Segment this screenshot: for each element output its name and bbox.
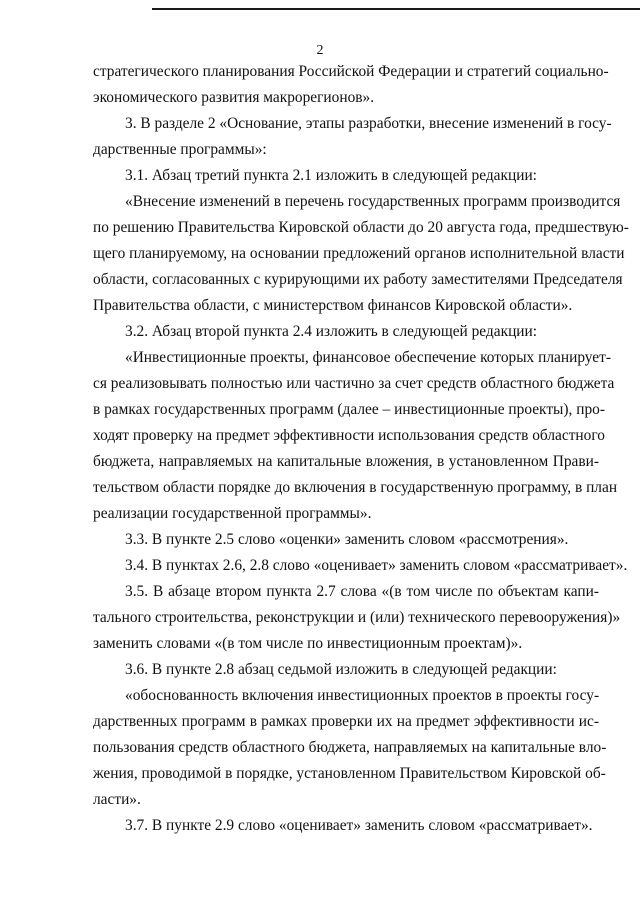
- text-line-05: 3.1. Абзац третий пункта 2.1 изложить в следующей редакции:: [125, 167, 537, 184]
- text-line-11: 3.2. Абзац второй пункта 2.4 изложить в следующей редакции:: [125, 323, 538, 340]
- top-rule: [152, 8, 640, 10]
- text-line-29: ласти».: [93, 791, 141, 808]
- text-line-14: в рамках государственных программ (далее – инвестиционные проекты), про-: [93, 401, 605, 418]
- text-line-07: по решению Правительства Кировской области до 20 августа года, предшествую-: [93, 219, 629, 236]
- text-line-15: ходят проверку на предмет эффективности использования средств областного: [93, 427, 605, 444]
- text-line-08: щего планируемому, на основании предложений органов исполнительной власти: [93, 245, 625, 262]
- text-line-30: 3.7. В пункте 2.9 слово «оценивает» заменить словом «рассматривает».: [125, 817, 593, 834]
- text-line-25: «обоснованность включения инвестиционных проектов в проекты госу-: [125, 687, 600, 704]
- text-line-28: жения, проводимой в порядке, установленном Правительством Кировской об-: [93, 765, 606, 782]
- text-line-03: 3. В разделе 2 «Основание, этапы разработки, внесение изменений в госу-: [125, 115, 612, 132]
- text-line-24: 3.6. В пункте 2.8 абзац седьмой изложить в следующей редакции:: [125, 661, 557, 678]
- text-line-27: пользования средств областного бюджета, направляемых на капитальные вло-: [93, 739, 607, 756]
- text-line-17: тельством области порядке до включения в государственную программу, в план: [93, 479, 618, 496]
- text-line-04: дарственные программы»:: [93, 141, 267, 158]
- text-line-26: дарственных программ в рамках проверки их на предмет эффективности ис-: [93, 713, 599, 730]
- text-line-10: Правительства области, с министерством финансов Кировской области».: [93, 297, 573, 314]
- text-line-02: экономического развития макрорегионов».: [93, 89, 375, 106]
- text-line-22: тального строительства, реконструкции и (или) технического перевооружения)»: [93, 609, 621, 626]
- text-line-01: стратегического планирования Российской Федерации и стратегий социально-: [93, 63, 609, 80]
- text-line-21: 3.5. В абзаце втором пункта 2.7 слова «(в том числе по объектам капи-: [125, 583, 599, 600]
- text-line-16: бюджета, направляемых на капитальные вложения, в установленном Прави-: [93, 453, 599, 470]
- text-line-23: заменить словами «(в том числе по инвестиционным проектам)».: [93, 635, 523, 652]
- page-number: 2: [316, 43, 324, 58]
- text-line-12: «Инвестиционные проекты, финансовое обеспечение которых планирует-: [125, 349, 611, 366]
- text-line-09: области, согласованных с курирующими их работу заместителями Председателя: [93, 271, 623, 288]
- text-line-20: 3.4. В пунктах 2.6, 2.8 слово «оценивает» заменить словом «рассматривает».: [125, 557, 628, 574]
- text-line-13: ся реализовывать полностью или частично за счет средств областного бюджета: [93, 375, 615, 392]
- text-line-06: «Внесение изменений в перечень государственных программ производится: [125, 193, 621, 210]
- text-line-18: реализации государственной программы».: [93, 505, 372, 522]
- text-line-19: 3.3. В пункте 2.5 слово «оценки» заменить словом «рассмотрения».: [125, 531, 569, 548]
